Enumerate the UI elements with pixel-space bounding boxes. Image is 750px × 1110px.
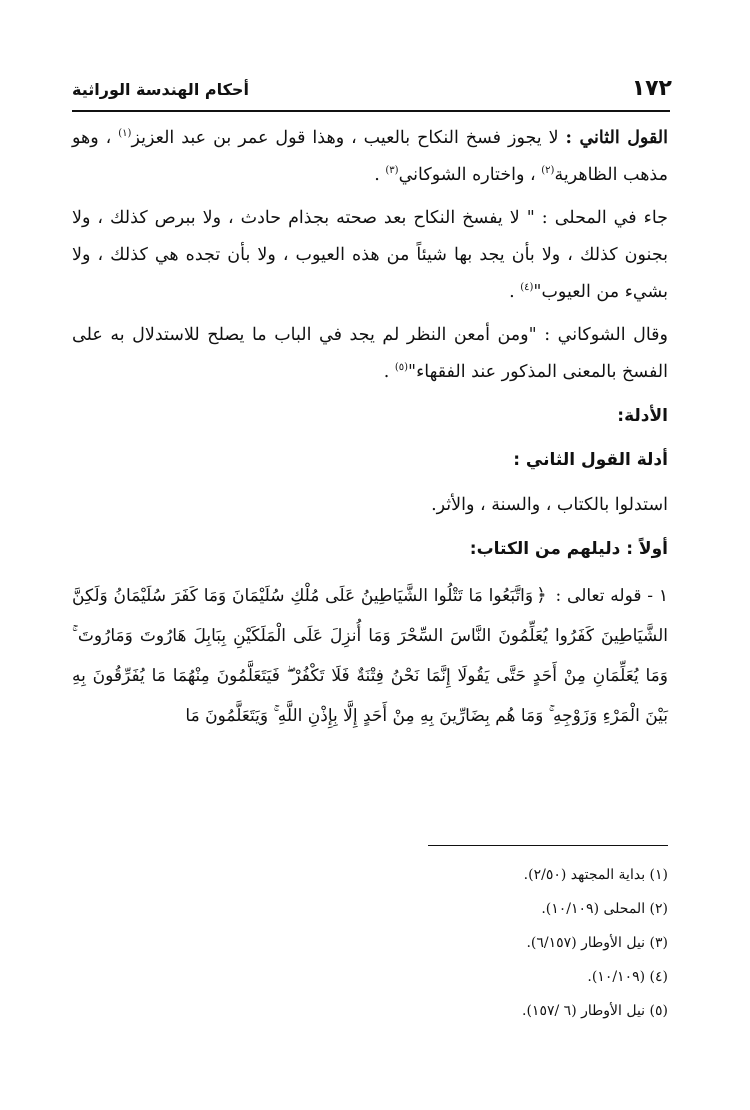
paragraph-shawkani-quote [72,317,668,391]
footnote-ref-2: (٢) [541,165,555,177]
footnote-divider [428,845,668,846]
running-title: أحكام الهندسة الوراثية [72,80,249,99]
paragraph-muhalla-quote [72,200,668,311]
paragraph-sources: استدلوا بالكتاب ، والسنة ، والأثر. [431,495,668,515]
footnote-ref-5: (٥) [394,362,409,374]
footnote-ref-3: (٣) [385,165,399,177]
footnote-5: (٥) نيل الأوطار (٦ /١٥٧). [522,1003,668,1019]
quran-verse [72,576,668,736]
footnote-ref-4: (٤) [520,282,534,294]
heading-second-opinion-evidence: أدلة القول الثاني : [513,450,668,470]
footnote-2: (٢) المحلى (١٠/١٠٩). [541,901,668,917]
verse-text: وَاتَّبَعُوا مَا تَتْلُوا الشَّيَاطِينُ عَلَى مُلْكِ سُلَيْمَانَ وَمَا كَفَرَ سُلَيْمَانُ وَلَكِنَّ الشَّيَاطِينَ كَفَرُوا يُعَلِّمُونَ النَّاسَ السِّحْرَ وَمَا أُنزِلَ عَلَى الْمَلَكَيْنِ بِبَابِلَ هَارُوتَ وَمَارُوتَ ۚ وَمَا يُعَلِّمَانِ مِنْ أَحَدٍ حَتَّى يَقُولَا إِنَّمَا نَحْنُ فِتْنَةٌ فَلَا تَكْفُرْ ۖ فَيَتَعَلَّمُونَ مِنْهُمَا مَا يُفَرِّقُونَ بِهِ بَيْنَ الْمَرْءِ وَزَوْجِهِ ۚ وَمَا هُم بِضَارِّينَ بِهِ مِنْ أَحَدٍ إِلَّا بِإِذْنِ اللَّهِ ۚ وَيَتَعَلَّمُونَ مَا [72,586,668,726]
paragraph-text: ، واختاره الشوكاني [398,165,542,185]
page-number: ١٧٢ [631,76,672,101]
heading-evidence: الأدلة: [617,406,668,426]
footnote-3: (٣) نيل الأوطار (٦/١٥٧). [526,935,668,951]
opinion-label: القول الثاني : [565,128,669,148]
verse-intro: ١ - قوله تعالى : [555,586,668,606]
paragraph-second-opinion [72,120,668,194]
main-text [72,120,668,736]
footnote-1: (١) بداية المجتهد (٢/٥٠). [523,867,668,883]
page-header [72,74,672,104]
quran-bracket-icon: ﴿ [536,585,547,606]
footnote-ref-1: (١) [118,128,132,140]
heading-from-book: أولاً : دليلهم من الكتاب: [469,539,668,559]
paragraph-text: . [509,282,521,302]
paragraph-text: جاء في المحلى : " لا يفسخ النكاح بعد صحته بجذام حادث ، ولا ببرص كذلك ، ولا بجنون كذلك ، ولا بأن يجد بها شيئاً من هذه العيوب ، ولا بأن تجده هي كذلك ، ولا بشيء من العيوب" [72,208,668,302]
footnote-4: (٤) (١٠/١٠٩). [587,969,668,985]
paragraph-text: . [383,362,395,382]
paragraph-text: لا يجوز فسخ النكاح بالعيب ، وهذا قول عمر بن عبد العزيز [131,128,566,148]
header-divider [72,110,670,112]
footnotes [72,858,668,1028]
paragraph-text: ، وهو مذهب الظاهرية [72,128,668,185]
paragraph-text: وقال الشوكاني : "ومن أمعن النظر لم يجد في الباب ما يصلح للاستدلال به على الفسخ بالمعنى المذكور عند الفقهاء" [72,325,668,382]
paragraph-text: . [374,165,386,185]
